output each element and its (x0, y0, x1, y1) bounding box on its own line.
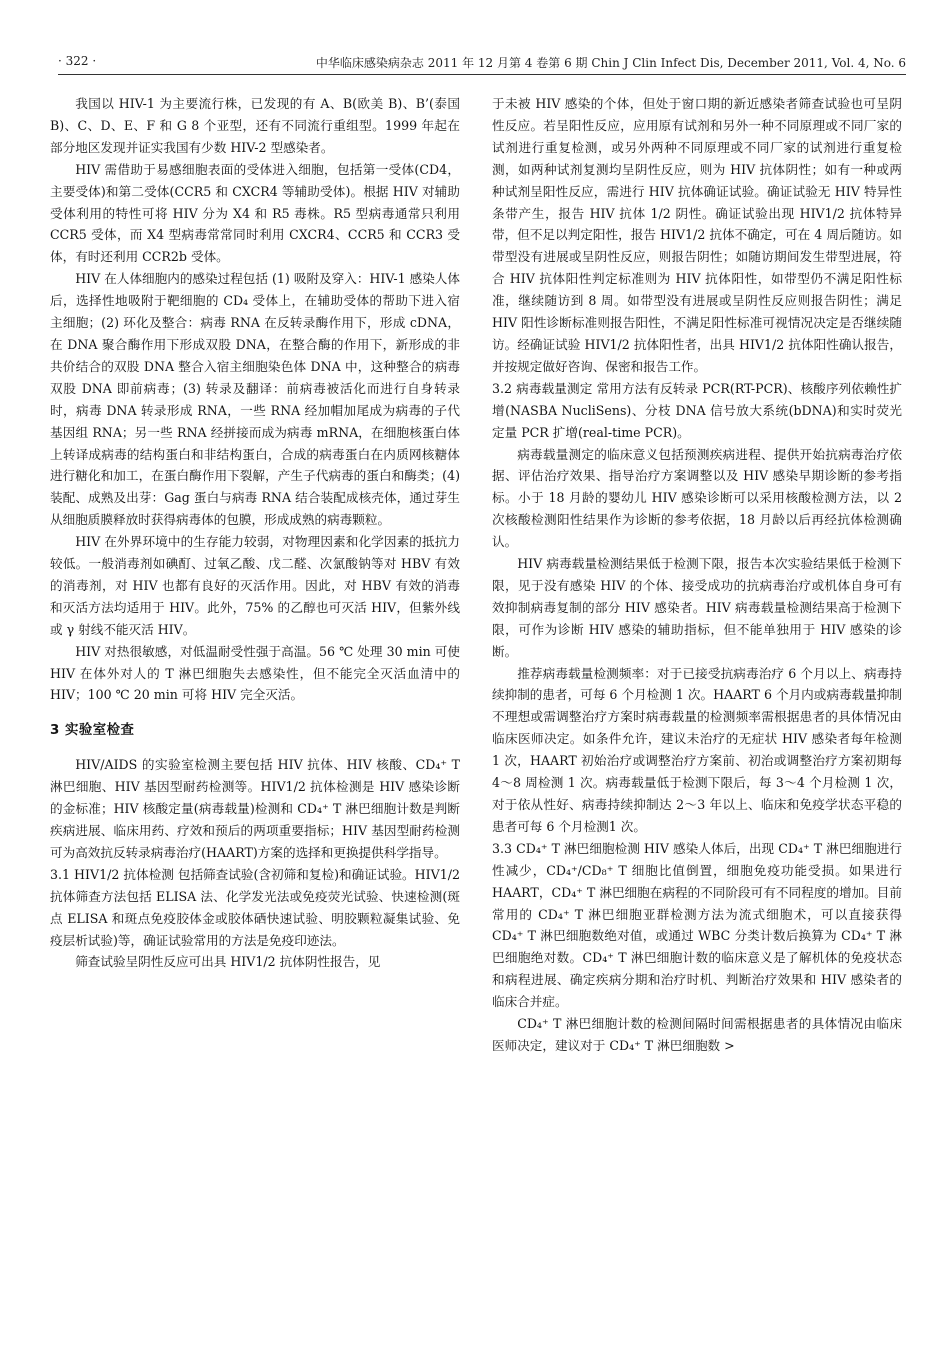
page-number: · 322 · (58, 54, 97, 68)
paragraph-antibody-detection: 3.1 HIV1/2 抗体检测 包括筛查试验(含初筛和复检)和确证试验。HIV1/2 抗体筛查方法包括 ELISA 法、化学发光法或免疫荧光试验、快速检测(斑点 ELISA 和斑点免疫胶体金或胶体硒快速试验、明胶颗粒凝集试验、免疫层析试验)等，确证试验常用的方法是免疫印迹法。 (50, 866, 460, 948)
running-header (58, 50, 906, 72)
paragraph-viral-load-methods: 3.2 病毒载量测定 常用方法有反转录 PCR(RT-PCR)、核酸序列依赖性扩增(NASBA NucliSens)、分枝 DNA 信号放大系统(bDNA)和实时荧光定量 PCR 扩增(real-time PCR)。 (492, 380, 902, 440)
paragraph-subtypes: 我国以 HIV-1 为主要流行株，已发现的有 A、B(欧美 B)、B’(泰国 B)、C、D、E、F 和 G 8 个亚型，还有不同流行重组型。1999 年起在部分地区发现并证实我国有少数 HIV-2 型感染者。 (50, 96, 460, 155)
paragraph-cd4-interval: CD₄⁺ T 淋巴细胞计数的检测间隔时间需根据患者的具体情况由临床医师决定，建议对于 CD₄⁺ T 淋巴细胞数 > (492, 1016, 902, 1053)
paragraph-cd4-detection: 3.3 CD₄⁺ T 淋巴细胞检测 HIV 感染人体后，出现 CD₄⁺ T 淋巴细胞进行性减少，CD₄⁺/CD₈⁺ T 细胞比值倒置，细胞免疫功能受损。如果进行 HAART，CD₄⁺ T 淋巴细胞在病程的不同阶段可有不同程度的增加。目前常用的 CD₄⁺ T 淋巴细胞亚群检测方法为流式细胞术，可以直接获得 CD₄⁺ T 淋巴细胞数绝对值，或通过 WBC 分类计数后换算为 CD₄⁺ T 淋巴细胞绝对数。CD₄⁺ T 淋巴细胞计数的临床意义是了解机体的免疫状态和病程进展、确定疾病分期和治疗时机、判断治疗效果和 HIV 感染者的临床合并症。 (492, 840, 902, 1010)
right-column (492, 93, 902, 1057)
paragraph-viral-load-frequency: 推荐病毒载量检测频率：对于已接受抗病毒治疗 6 个月以上、病毒持续抑制的患者，可每 6 个月检测 1 次。HAART 6 个月内或病毒载量抑制不理想或需调整治疗方案时病毒载量的检测频率需根据患者的具体情况由临床医师决定。如条件允许，建议未治疗的无症状 HIV 感染者每年检测 1 次，HAART 初始治疗或调整治疗方案前、初治或调整治疗方案初期每 4～8 周检测 1 次。病毒载量低于检测下限后，每 3～4 个月检测 1 次，对于依从性好、病毒持续抑制达 2～3 年以上、临床和免疫学状态平稳的患者可每 6 个月检测1 次。 (492, 665, 902, 834)
section-heading-lab-tests: 3 实验室检查 (50, 723, 135, 739)
paragraph-receptors: HIV 需借助于易感细胞表面的受体进入细胞，包括第一受体(CD4，主要受体)和第二受体(CCR5 和 CXCR4 等辅助受体)。根据 HIV 对辅助受体利用的特性可将 HIV 分为 X4 和 R5 毒株。R5 型病毒通常只利用 CCR5 受体，而 X4 型病毒常常同时利用 CXCR4、CCR5 和 CCR3 受体，有时还利用 CCR2b 受体。 (50, 161, 460, 265)
paragraph-viral-load-significance: 病毒载量测定的临床意义包括预测疾病进程、提供开始抗病毒治疗依据、评估治疗效果、指导治疗方案调整以及 HIV 感染早期诊断的参考指标。小于 18 月龄的婴幼儿 HIV 感染诊断可以采用核酸检测方法，以 2 次核酸检测阳性结果作为诊断的参考依据，18 月龄以后再经抗体检测确认。 (492, 446, 902, 550)
header-rule (58, 74, 906, 75)
paragraph-infection-process: HIV 在人体细胞内的感染过程包括 (1) 吸附及穿入：HIV-1 感染人体后，选择性地吸附于靶细胞的 CD₄ 受体上，在辅助受体的帮助下进入宿主细胞；(2) 环化及整合：病毒 RNA 在反转录酶作用下，形成 cDNA，在 DNA 聚合酶作用下形成双股 DNA，在整合酶的作用下，新形成的非共价结合的双股 DNA 整合入宿主细胞染色体 DNA 中，这种整合的病毒双股 DNA 即前病毒；(3) 转录及翻译：前病毒被活化而进行自身转录时，病毒 DNA 转录形成 RNA，一些 RNA 经加帽加尾成为病毒的子代基因组 RNA；另一些 RNA 经拼接而成为病毒 mRNA，在细胞核蛋白体上转译成病毒的结构蛋白和非结构蛋白，合成的病毒蛋白在内质网核糖体进行糖化和加工，在蛋白酶作用下裂解，产生子代病毒的蛋白和酶类；(4) 装配、成熟及出芽：Gag 蛋白与病毒 RNA 结合装配成核壳体，通过芽生从细胞质膜释放时获得病毒体的包膜，形成成熟的病毒颗粒。 (50, 271, 460, 528)
paragraph-lab-overview: HIV/AIDS 的实验室检测主要包括 HIV 抗体、HIV 核酸、CD₄⁺ T 淋巴细胞、HIV 基因型耐药检测等。HIV1/2 抗体检测是 HIV 感染诊断的金标准；HIV 核酸定量(病毒载量)检测和 CD₄⁺ T 淋巴细胞计数是判断疾病进展、临床用药、疗效和预后的两项重要指标；HIV 基因型耐药检测可为高效抗反转录病毒治疗(HAART)方案的选择和更换提供科学指导。 (50, 757, 460, 860)
journal-citation: 中华临床感染病杂志 2011 年 12 月第 4 卷第 6 期 Chin J Clin Infect Dis, December 2011, Vol. 4, No. 6 (315, 56, 906, 70)
paragraph-environment-resistance: HIV 在外界环境中的生存能力较弱，对物理因素和化学因素的抵抗力较低。一般消毒剂如碘酊、过氧乙酸、戊二醛、次氯酸钠等对 HBV 有效的消毒剂，对 HIV 也都有良好的灭活作用。因此，对 HBV 有效的消毒和灭活方法均适用于 HIV。此外，75% 的乙醇也可灭活 HIV，但紫外线或 γ 射线不能灭活 HIV。 (50, 534, 460, 637)
paragraph-viral-load-results: HIV 病毒载量检测结果低于检测下限，报告本次实验结果低于检测下限，见于没有感染 HIV 的个体、接受成功的抗病毒治疗或机体自身可有效抑制病毒复制的部分 HIV 感染者。HIV 病毒载量检测结果高于检测下限，可作为诊断 HIV 感染的辅助指标，但不能单独用于 HIV 感染的诊断。 (492, 556, 902, 659)
left-column (50, 93, 460, 973)
paragraph-screening-continued: 于未被 HIV 感染的个体，但处于窗口期的新近感染者筛查试验也可呈阴性反应。若呈阳性反应，应用原有试剂和另外一种不同原理或不同厂家的试剂进行重复检测，或另外两种不同原理或不同厂家的试剂进行重复检测，如两种试剂复测均呈阴性反应，则为 HIV 抗体阴性；如有一种或两种试剂呈阳性反应，需进行 HIV 抗体确证试验。确证试验无 HIV 特异性条带产生，报告 HIV 抗体 1/2 阴性。确证试验出现 HIV1/2 抗体特异带，但不足以判定阳性，报告 HIV1/2 抗体不确定，可在 4 周后随访。如带型没有进展或呈阴性反应，则报告阴性；如随访期间发生带型进展，符合 HIV 抗体阳性判定标准则为 HIV 抗体阳性，如带型仍不满足阳性标准，继续随访到 8 周。如带型没有进展或呈阴性反应则报告阴性；满足 HIV 阳性诊断标准则报告阳性，不满足阳性标准可视情况决定是否继续随访。经确证试验 HIV1/2 抗体阳性者，出具 HIV1/2 抗体阳性确认报告，并按规定做好咨询、保密和报告工作。 (492, 96, 902, 374)
paragraph-heat-sensitivity: HIV 对热很敏感，对低温耐受性强于高温。56 ℃ 处理 30 min 可使 HIV 在体外对人的 T 淋巴细胞失去感染性，但不能完全灭活血清中的 HIV；100 ℃ 20 min 可将 HIV 完全灭活。 (50, 643, 460, 703)
paragraph-screening-negative: 筛查试验呈阴性反应可出具 HIV1/2 抗体阴性报告，见 (75, 954, 381, 970)
